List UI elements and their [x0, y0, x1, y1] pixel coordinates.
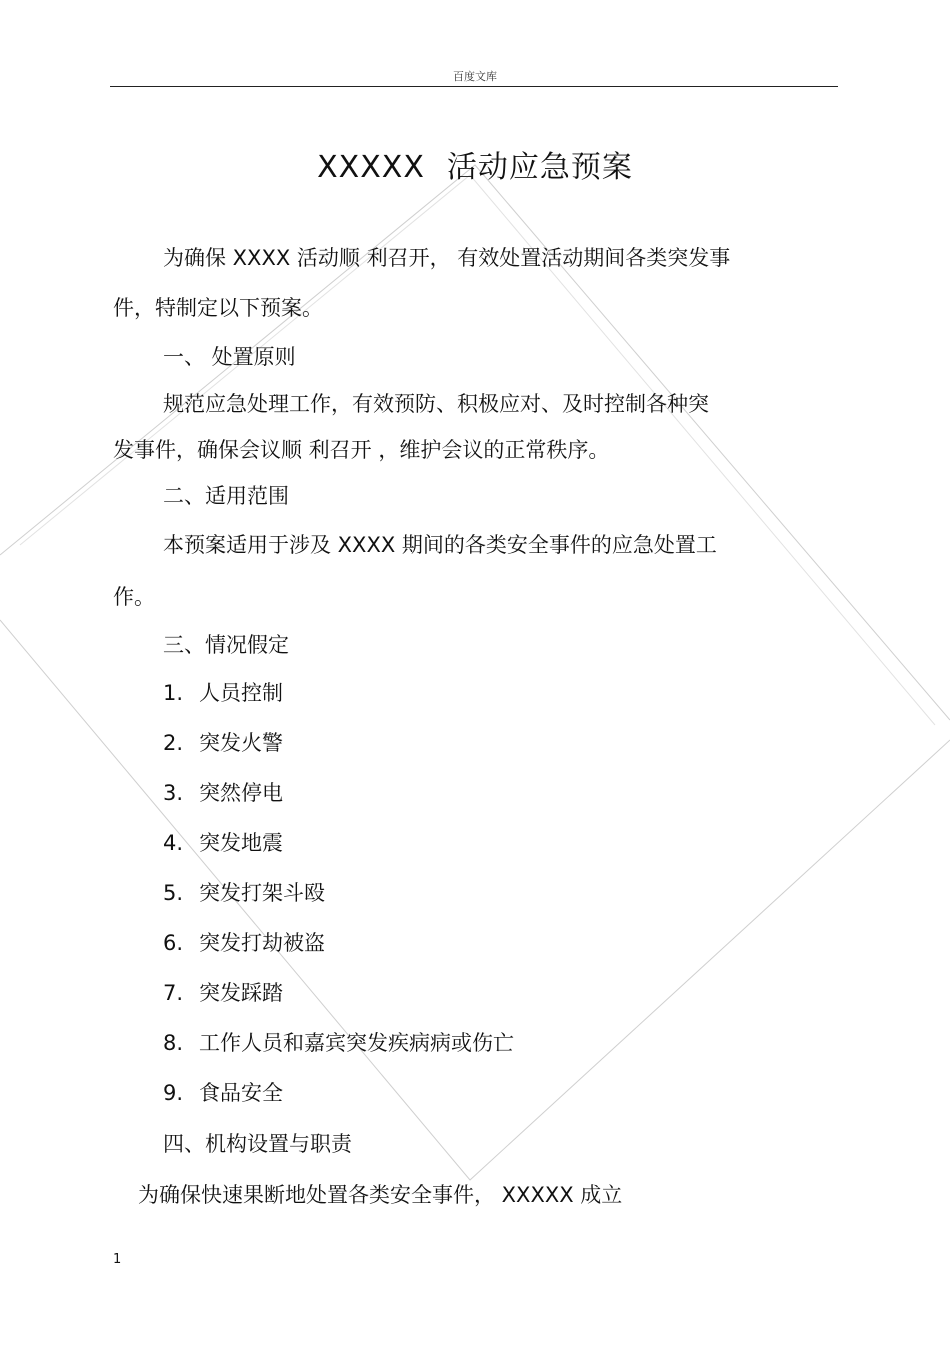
- list-item-text: 工作人员和嘉宾突发疾病病或伤亡: [199, 1031, 514, 1055]
- section-1-heading: 一、 处置原则: [163, 345, 296, 369]
- header-rule: [110, 86, 838, 87]
- list-item: [163, 929, 325, 957]
- list-item-text: 突发火警: [199, 731, 283, 755]
- title-prefix: XXXXX: [317, 150, 425, 185]
- section-4-heading: 四、机构设置与职责: [163, 1132, 352, 1156]
- list-item-text: 突发踩踏: [199, 981, 283, 1005]
- list-item-number: 1.: [163, 681, 184, 705]
- section-4-line-1: 为确保快速果断地处置各类安全事件， XXXXX 成立: [138, 1183, 623, 1207]
- section-2-heading: 二、适用范围: [163, 484, 289, 508]
- list-item: [163, 779, 283, 807]
- list-item: [163, 979, 283, 1007]
- list-item-number: 3.: [163, 781, 184, 805]
- page-header: 百度文库: [453, 70, 497, 83]
- list-item: [163, 879, 325, 907]
- section-1-line-2: 发事件，确保会议顺 利召开 ，维护会议的正常秩序。: [113, 438, 610, 462]
- list-item-number: 9.: [163, 1081, 184, 1105]
- list-item-number: 8.: [163, 1031, 184, 1055]
- section-2-line-2: 作。: [113, 585, 155, 609]
- section-1-line-1: 规范应急处理工作，有效预防、积极应对、及时控制各种突: [163, 392, 709, 416]
- section-2-line-1: 本预案适用于涉及 XXXX 期间的各类安全事件的应急处置工: [163, 533, 717, 557]
- page-number: 1: [113, 1252, 122, 1267]
- list-item-text: 人员控制: [199, 681, 283, 705]
- list-item: [163, 729, 283, 757]
- list-item: [163, 829, 283, 857]
- list-item-text: 突然停电: [199, 781, 283, 805]
- list-item-number: 7.: [163, 981, 184, 1005]
- intro-line-2: 件，特制定以下预案。: [113, 296, 323, 320]
- list-item-text: 食品安全: [199, 1081, 283, 1105]
- list-item-text: 突发打架斗殴: [199, 881, 325, 905]
- list-item-text: 突发打劫被盗: [199, 931, 325, 955]
- list-item: [163, 679, 283, 707]
- list-item-number: 2.: [163, 731, 184, 755]
- section-3-heading: 三、情况假定: [163, 633, 289, 657]
- title-text: 活动应急预案: [446, 150, 633, 185]
- list-item: [163, 1029, 514, 1057]
- list-item-text: 突发地震: [199, 831, 283, 855]
- list-item-number: 6.: [163, 931, 184, 955]
- list-item-number: 4.: [163, 831, 184, 855]
- intro-line-1: 为确保 XXXX 活动顺 利召开， 有效处置活动期间各类突发事: [163, 246, 731, 270]
- list-item-number: 5.: [163, 881, 184, 905]
- list-item: [163, 1079, 283, 1107]
- document-title: [0, 142, 950, 186]
